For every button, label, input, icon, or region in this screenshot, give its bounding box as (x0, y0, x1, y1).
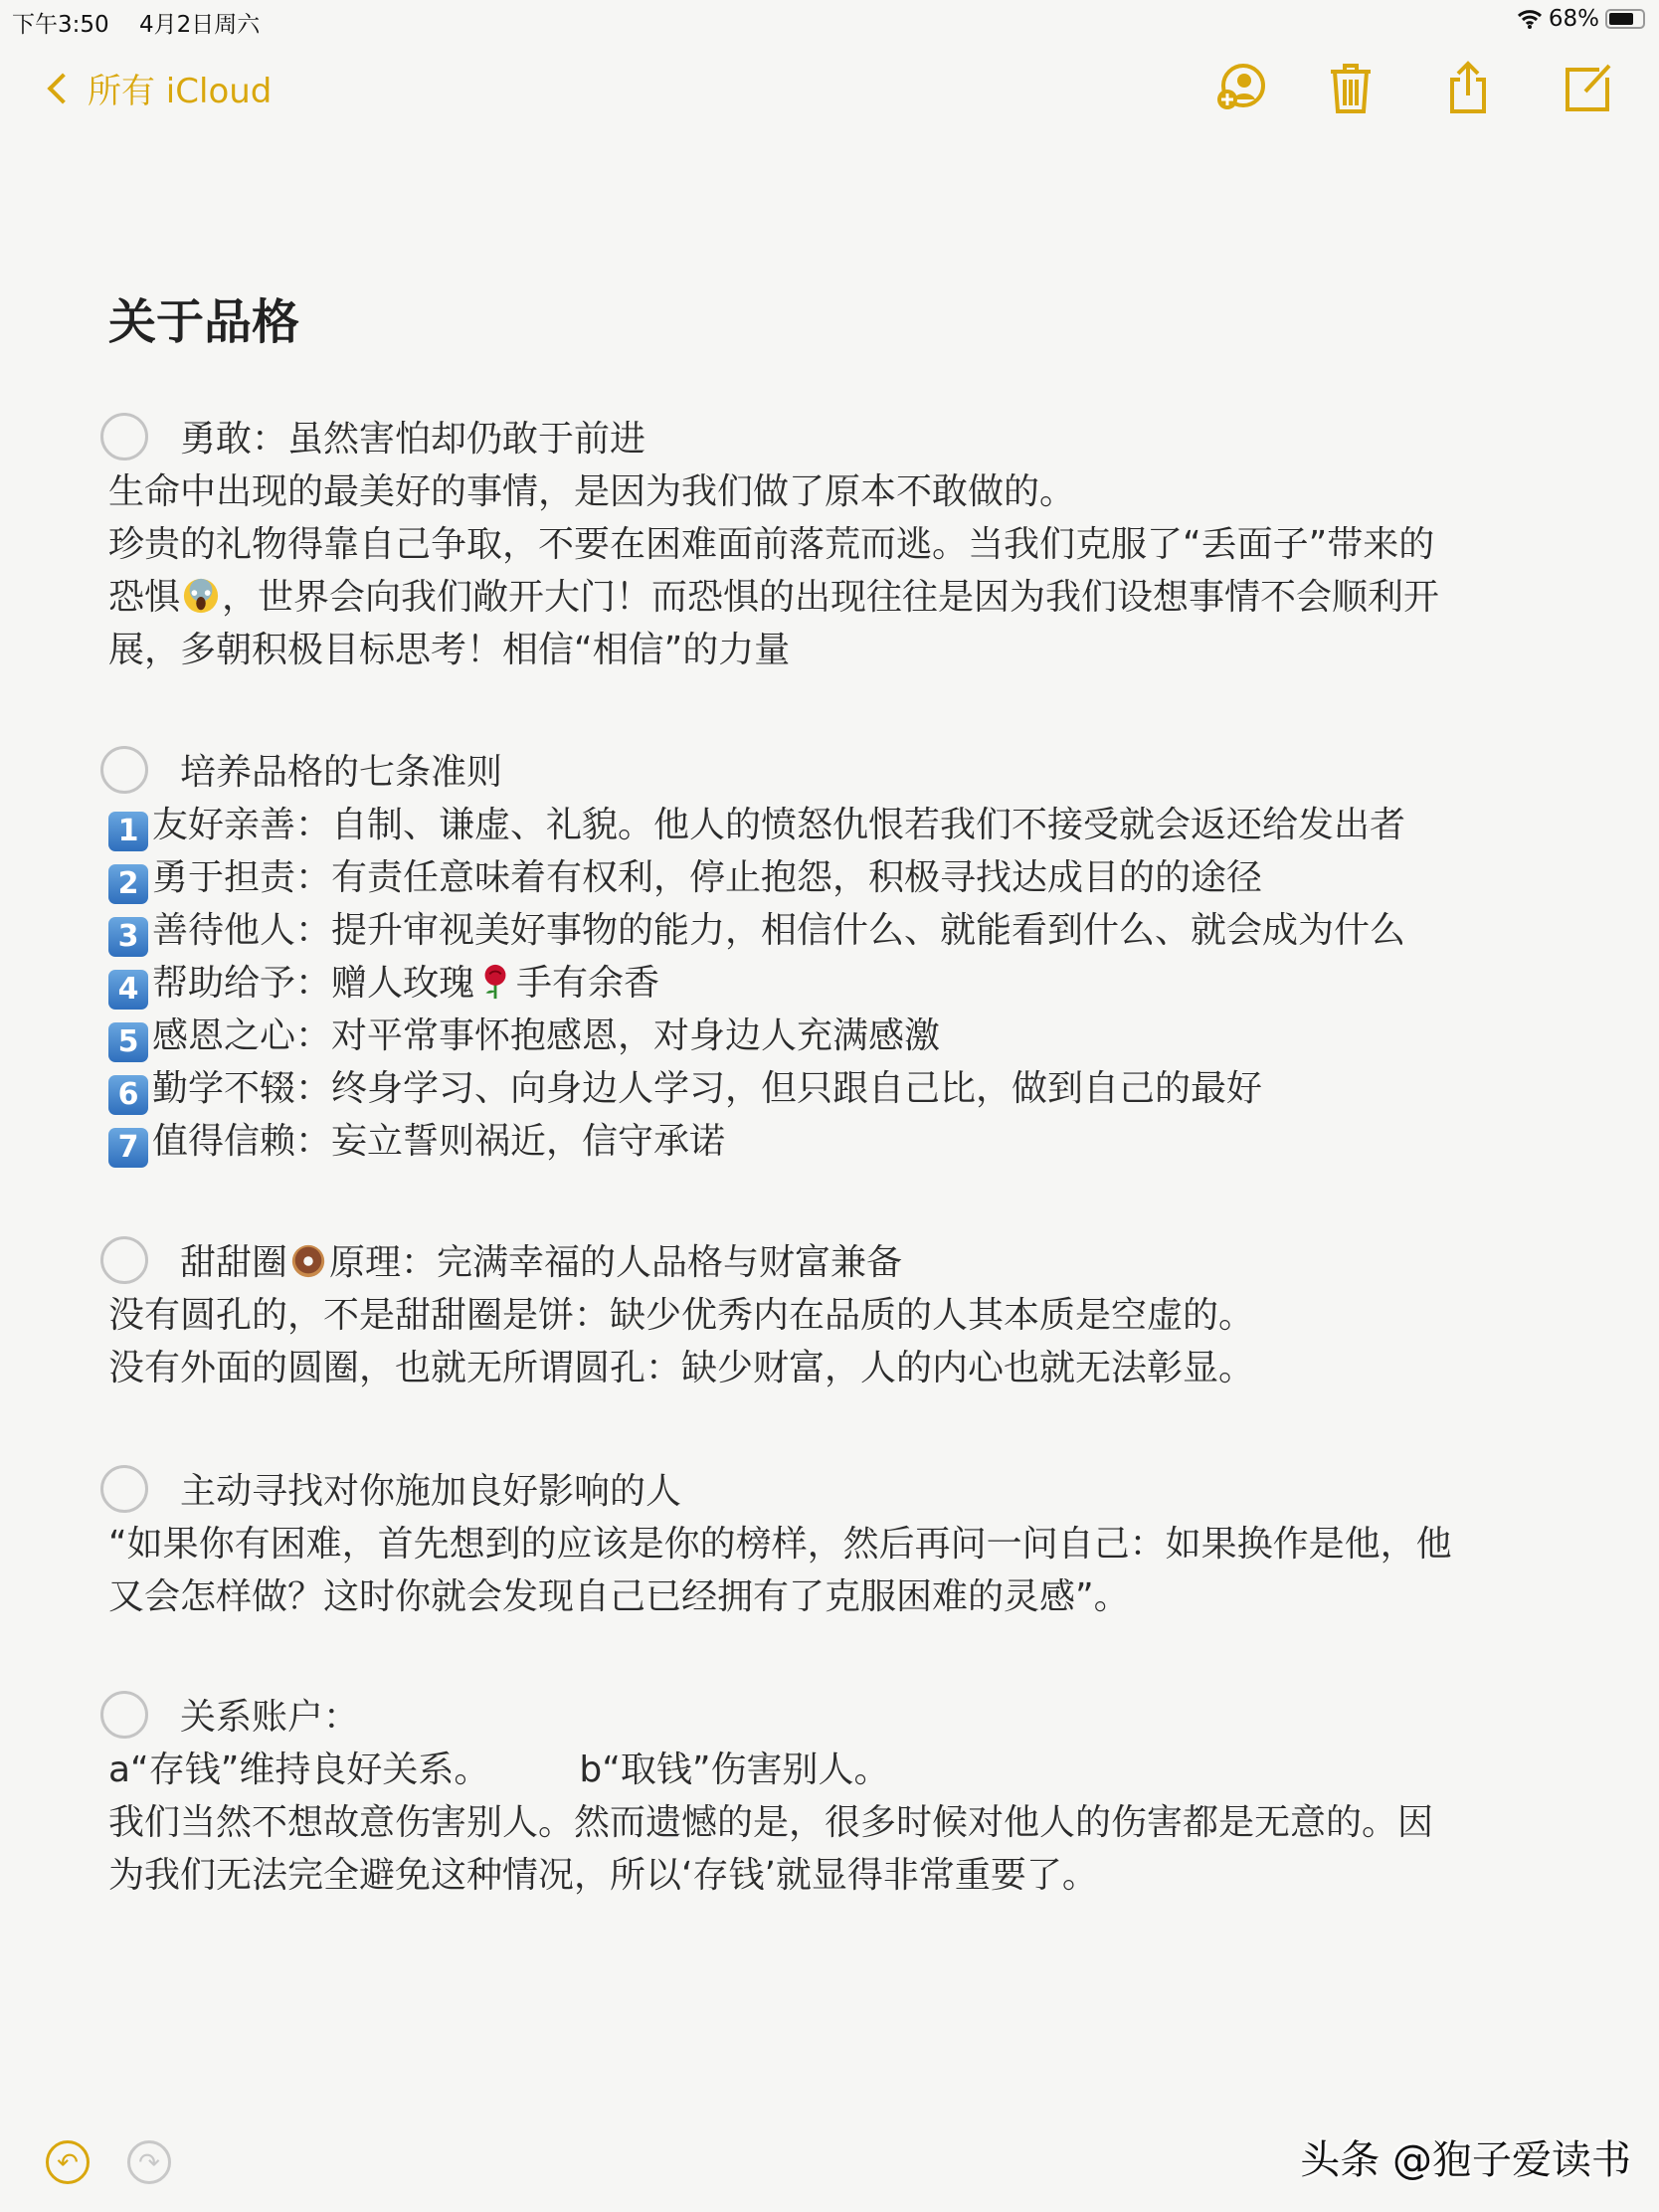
body-text: 恐惧 (108, 577, 181, 618)
keycap-2-icon: 2 (108, 864, 148, 904)
back-label: 所有 iCloud (88, 72, 273, 111)
status-date: 4月2日周六 (139, 12, 261, 38)
back-button[interactable] (44, 64, 272, 112)
redo-icon[interactable]: ↷ (127, 2140, 171, 2184)
rule-text: 勤学不辍：终身学习、向身边人学习，但只跟自己比，做到自己的最好 (152, 1068, 1263, 1109)
body-line: “如果你有困难，首先想到的应该是你的榜样，然后再问一问自己：如果换作是他，他 (108, 1524, 1452, 1565)
section-seven-rules (108, 746, 1599, 1168)
body-text: ，世界会向我们敞开大门！而恐惧的出现往往是因为我们设想事情不会顺利开 (222, 577, 1440, 618)
checkbox[interactable] (100, 1691, 148, 1739)
scream-emoji-icon (182, 577, 220, 615)
rose-emoji-icon (476, 963, 514, 1001)
rule-item (108, 1062, 1599, 1115)
compose-icon[interactable] (1560, 60, 1615, 115)
undo-icon[interactable]: ↶ (46, 2140, 90, 2184)
keycap-5-icon: 5 (108, 1022, 148, 1062)
body-line: 为我们无法完全避免这种情况，所以‘存钱’就显得非常重要了。 (108, 1855, 1098, 1896)
section-role-model (108, 1465, 1599, 1623)
watermark: 头条 @狍子爱读书 (1300, 2137, 1631, 2183)
checklist-item-text[interactable]: 培养品格的七条准则 (180, 752, 503, 793)
rule-text: 值得信赖：妄立誓则祸近，信守承诺 (152, 1121, 726, 1162)
add-person-icon[interactable] (1213, 60, 1269, 115)
rule-text: 帮助给予：赠人玫瑰 (152, 963, 475, 1004)
checklist-item-text[interactable] (180, 1236, 902, 1289)
wifi-icon (1517, 9, 1543, 29)
body-text: b“取钱”伤害别人。 (579, 1750, 890, 1790)
body-line: 又会怎样做？这时你就会发现自己已经拥有了克服困难的灵感”。 (108, 1576, 1130, 1617)
body-line: 我们当然不想故意伤害别人。然而遗憾的是，很多时候对他人的伤害都是无意的。因 (108, 1802, 1434, 1843)
battery-percent: 68% (1548, 6, 1599, 32)
check-text-a: 甜甜圈 (180, 1242, 288, 1283)
checkbox[interactable] (100, 746, 148, 794)
rule-item (108, 1010, 1599, 1062)
rule-text: 善待他人：提升审视美好事物的能力，相信什么、就能看到什么、就会成为什么 (152, 910, 1406, 951)
body-text: a“存钱”维持良好关系。 (108, 1750, 490, 1790)
rule-item (108, 851, 1599, 904)
status-right (1517, 6, 1645, 32)
status-time: 下午3:50 (12, 12, 109, 38)
keycap-4-icon: 4 (108, 970, 148, 1010)
body-line (108, 1744, 1599, 1796)
rule-text: 勇于担责：有责任意味着有权利，停止抱怨，积极寻找达成目的的途径 (152, 857, 1263, 898)
rule-item (108, 957, 1599, 1010)
rule-item (108, 1115, 1599, 1168)
note-title: 关于品格 (108, 294, 300, 350)
checklist-item-text[interactable]: 主动寻找对你施加良好影响的人 (180, 1471, 682, 1512)
donut-emoji-icon (289, 1242, 327, 1280)
share-icon[interactable] (1440, 60, 1496, 115)
battery-icon (1605, 9, 1645, 29)
body-line: 没有外面的圆圈，也就无所谓圆孔：缺少财富，人的内心也就无法彰显。 (108, 1348, 1255, 1388)
body-line (108, 571, 1599, 624)
body-line: 展，多朝积极目标思考！相信“相信”的力量 (108, 630, 791, 670)
rule-text: 友好亲善：自制、谦虚、礼貌。他人的愤怒仇恨若我们不接受就会返还给发出者 (152, 805, 1406, 845)
body-line: 生命中出现的最美好的事情，是因为我们做了原本不敢做的。 (108, 471, 1076, 512)
rule-item (108, 799, 1599, 851)
keycap-1-icon: 1 (108, 812, 148, 851)
keycap-7-icon: 7 (108, 1128, 148, 1168)
checkbox[interactable] (100, 413, 148, 461)
chevron-left-icon (47, 73, 78, 103)
body-line: 没有圆孔的，不是甜甜圈是饼：缺少优秀内在品质的人其本质是空虚的。 (108, 1295, 1255, 1336)
rule-item (108, 904, 1599, 957)
rule-text: 手有余香 (516, 963, 660, 1004)
rule-text: 感恩之心：对平常事怀抱感恩，对身边人充满感激 (152, 1015, 941, 1056)
trash-icon[interactable] (1323, 60, 1379, 115)
checklist-item-text[interactable]: 勇敢：虽然害怕却仍敢于前进 (180, 419, 646, 460)
checkbox[interactable] (100, 1236, 148, 1284)
section-donut (108, 1236, 1599, 1394)
section-courage (108, 413, 1599, 676)
section-relationship-account (108, 1691, 1599, 1902)
check-text-b: 原理：完满幸福的人品格与财富兼备 (329, 1242, 903, 1283)
checklist-item-text[interactable]: 关系账户： (180, 1697, 360, 1738)
keycap-6-icon: 6 (108, 1075, 148, 1115)
body-line: 珍贵的礼物得靠自己争取，不要在困难面前落荒而逃。当我们克服了“丢面子”带来的 (108, 524, 1435, 565)
keycap-3-icon: 3 (108, 917, 148, 957)
checkbox[interactable] (100, 1465, 148, 1513)
